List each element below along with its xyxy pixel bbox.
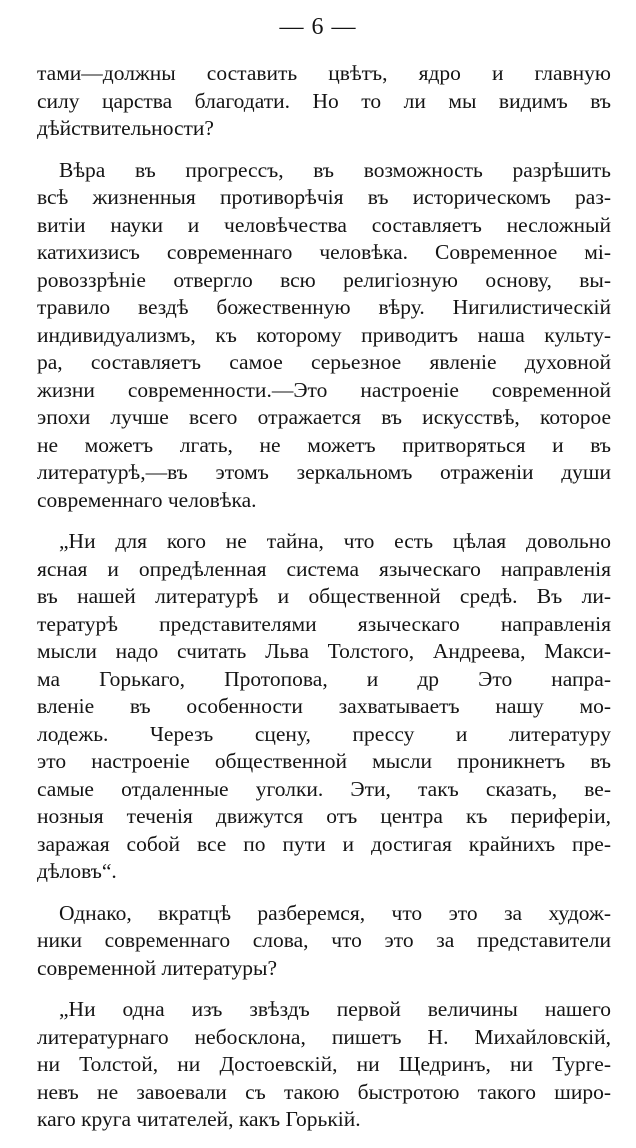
text-line: лодежь. Черезъ сцену, прессу и литературу xyxy=(37,721,611,746)
text-line: не можетъ лгать, не можетъ притворяться и въ xyxy=(37,432,611,457)
text-line: современнаго человѣка. xyxy=(37,487,257,512)
text-line: травило вездѣ божественную вѣру. Нигилистическій xyxy=(37,295,611,319)
text-line: каго круга читателей, какъ Горькій. xyxy=(37,1107,361,1131)
text-line: вленіе въ особенности захватываетъ нашу мо- xyxy=(37,694,611,718)
text-line: тературѣ представителями языческаго направленія xyxy=(37,611,611,636)
text-line: „Ни для кого не тайна, что есть цѣлая довольно xyxy=(59,529,611,553)
text-line: ма Горькаго, Протопова, и др Это напра- xyxy=(37,666,611,691)
text-line: дѣйствительности? xyxy=(37,116,214,140)
text-line: Вѣра въ прогрессъ, въ возможность разрѣшить xyxy=(59,157,611,182)
text-line: это настроеніе общественной мысли проникнетъ въ xyxy=(37,749,611,773)
text-column xyxy=(37,60,611,1148)
text-line: самые отдаленные уголки. Эти, такъ сказать, ве- xyxy=(37,776,611,801)
text-line: эпохи лучше всего отражается въ искусствѣ, которое xyxy=(37,405,611,429)
text-line: жизни современности.—Это настроеніе современной xyxy=(37,377,611,402)
text-line: индивидуализмъ, къ которому приводитъ наша культу- xyxy=(37,322,611,347)
text-line: современной литературы? xyxy=(37,955,278,980)
text-line: „Ни одна изъ звѣздъ первой величины нашего xyxy=(59,997,611,1021)
paragraph xyxy=(37,528,611,886)
text-line: заражая собой все по пути и достигая крайнихъ пре- xyxy=(37,831,611,856)
page-number: — 6 — xyxy=(279,14,357,40)
text-line: тами—должны составить цвѣтъ, ядро и главную xyxy=(37,61,611,85)
text-line: силу царства благодати. Но то ли мы видимъ въ xyxy=(37,88,611,113)
text-line: катихизисъ современнаго человѣка. Современное мі- xyxy=(37,240,611,264)
text-line: витіи науки и человѣчества составляетъ несложный xyxy=(37,212,611,237)
text-line: ра, составляетъ самое серьезное явленіе духовной xyxy=(37,350,611,374)
text-line: ровоззрѣніе отвергло всю религіозную основу, вы- xyxy=(37,267,611,292)
text-line: въ нашей литературѣ и общественной средѣ. Въ ли- xyxy=(37,584,611,608)
paragraph xyxy=(37,157,611,515)
paragraph xyxy=(37,60,611,143)
text-line: ники современнаго слова, что это за представители xyxy=(37,928,611,952)
text-line: литературѣ,—въ этомъ зеркальномъ отраженіи души xyxy=(37,460,611,484)
text-line: ясная и опредѣленная система языческаго направленія xyxy=(37,556,611,581)
text-line: Однако, вкратцѣ разберемся, что это за худож- xyxy=(59,900,611,925)
paragraph xyxy=(37,996,611,1134)
text-line: литературнаго небосклона, пишетъ Н. Михайловскій, xyxy=(37,1024,611,1049)
text-line: дѣловъ“. xyxy=(37,859,117,883)
text-line: ни Толстой, ни Достоевскій, ни Щедринъ, ни Турге- xyxy=(37,1052,611,1076)
text-line: мысли надо считать Льва Толстого, Андреева, Макси- xyxy=(37,639,611,663)
paragraph xyxy=(37,900,611,983)
text-line: всѣ жизненныя противорѣчія въ историческомъ раз- xyxy=(37,185,611,209)
text-line: нозныя теченія движутся отъ центра къ периферіи, xyxy=(37,804,611,828)
text-line: невъ не завоевали съ такою быстротою такого широ- xyxy=(37,1079,611,1104)
